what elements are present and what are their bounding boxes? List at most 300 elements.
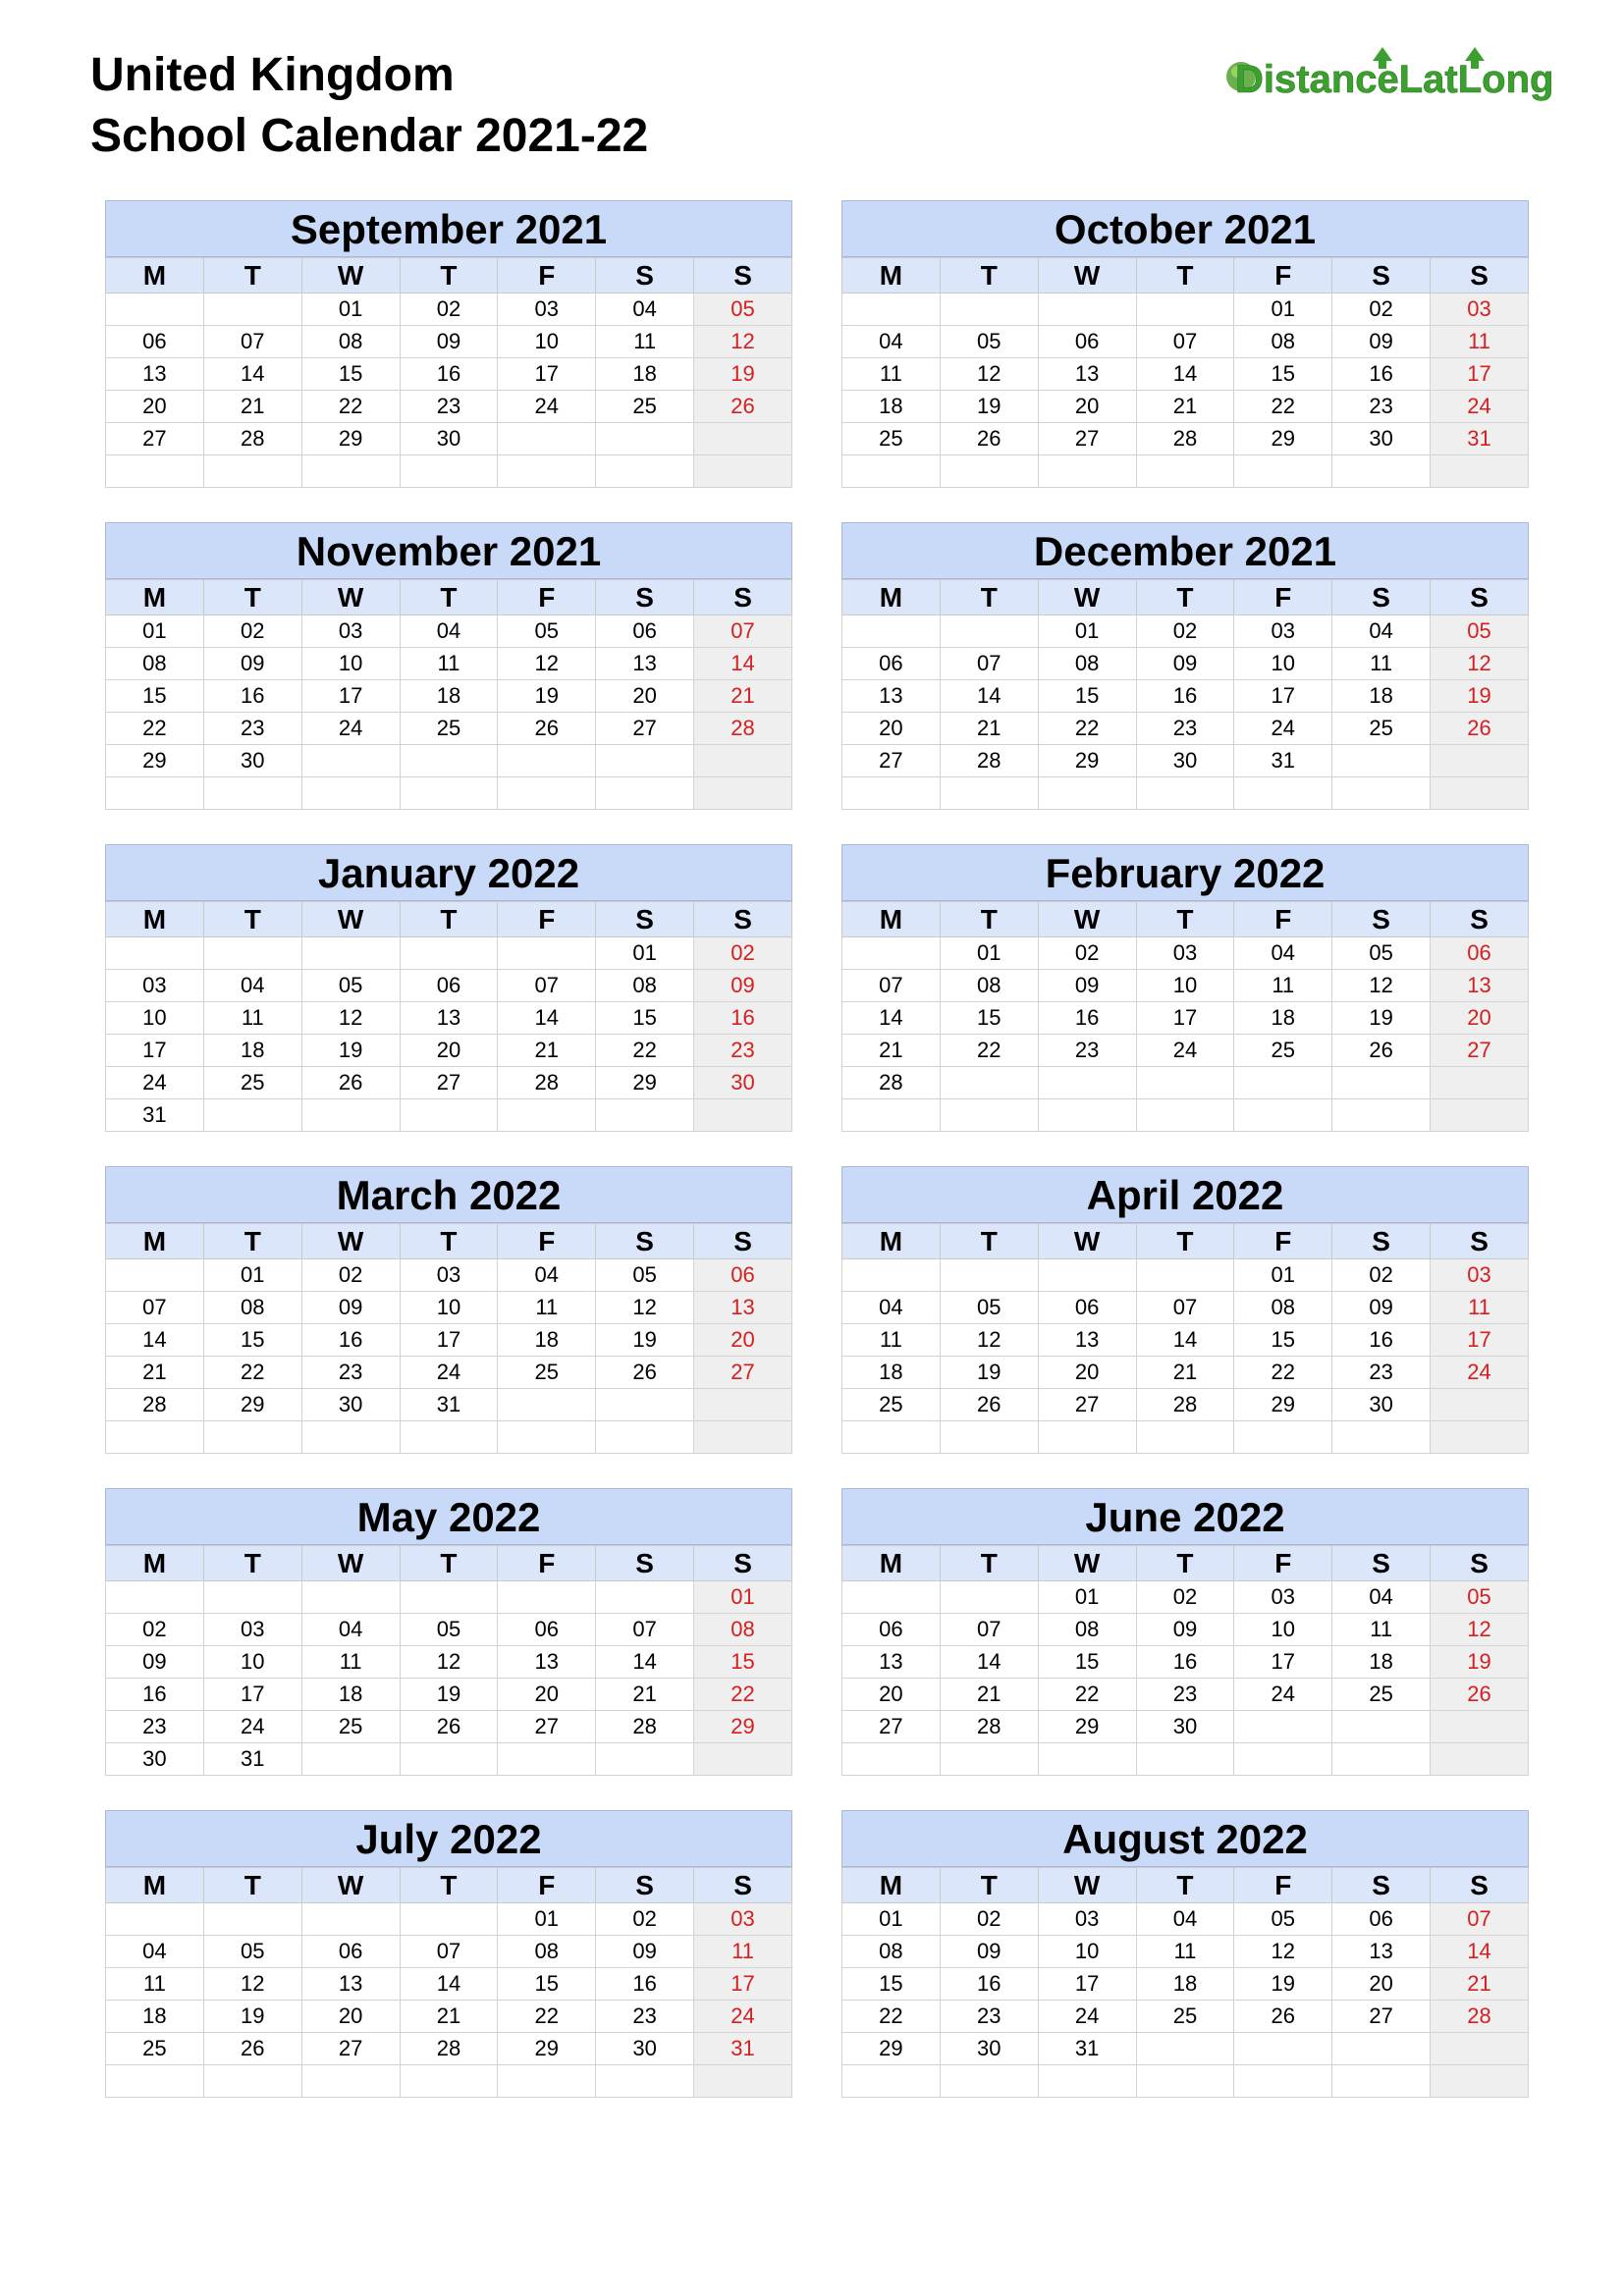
weekday-header: S — [596, 258, 694, 294]
day-cell — [106, 937, 204, 970]
day-cell — [842, 455, 941, 488]
weekday-header: F — [498, 580, 596, 615]
day-cell: 19 — [596, 1324, 694, 1357]
day-cell: 23 — [1136, 713, 1234, 745]
day-cell: 03 — [1234, 615, 1332, 648]
sunday-cell: 28 — [694, 713, 792, 745]
day-cell: 19 — [203, 2001, 301, 2033]
logo-graphic — [1218, 39, 1551, 118]
day-cell: 20 — [301, 2001, 400, 2033]
month-grid — [841, 1223, 1529, 1454]
day-cell: 29 — [1038, 1711, 1136, 1743]
day-cell — [301, 1903, 400, 1936]
month-calendar — [105, 1810, 792, 2098]
weekday-header: M — [842, 580, 941, 615]
weekday-header: S — [694, 580, 792, 615]
sunday-cell: 03 — [1431, 1259, 1529, 1292]
day-cell: 27 — [1332, 2001, 1431, 2033]
sunday-cell: 12 — [1431, 1614, 1529, 1646]
sunday-cell — [694, 745, 792, 777]
weekday-header: T — [1136, 1224, 1234, 1259]
week-row — [842, 937, 1529, 970]
day-cell: 24 — [498, 391, 596, 423]
month-title: February 2022 — [841, 844, 1529, 901]
weekday-header: S — [694, 1546, 792, 1581]
day-cell — [1136, 1259, 1234, 1292]
day-cell: 06 — [842, 648, 941, 680]
day-cell: 03 — [498, 294, 596, 326]
day-cell — [301, 745, 400, 777]
day-cell: 18 — [301, 1679, 400, 1711]
day-cell: 02 — [203, 615, 301, 648]
sunday-cell: 13 — [694, 1292, 792, 1324]
day-cell — [842, 1581, 941, 1614]
day-cell: 11 — [400, 648, 498, 680]
day-cell: 15 — [842, 1968, 941, 2001]
day-cell: 24 — [1234, 1679, 1332, 1711]
day-cell: 09 — [1136, 1614, 1234, 1646]
month-grid — [105, 579, 792, 810]
day-cell: 18 — [842, 1357, 941, 1389]
day-cell — [203, 1421, 301, 1454]
weekday-header: M — [842, 902, 941, 937]
day-cell — [106, 1259, 204, 1292]
sunday-cell — [1431, 455, 1529, 488]
day-cell — [301, 937, 400, 970]
distancelatlong-logo[interactable] — [1218, 39, 1551, 118]
weekday-header: S — [1332, 1868, 1431, 1903]
week-row — [106, 648, 792, 680]
day-cell — [1038, 1099, 1136, 1132]
day-cell: 19 — [1234, 1968, 1332, 2001]
day-cell: 26 — [498, 713, 596, 745]
day-cell: 03 — [301, 615, 400, 648]
day-cell: 01 — [301, 294, 400, 326]
sunday-cell: 01 — [694, 1581, 792, 1614]
day-cell: 22 — [301, 391, 400, 423]
sunday-cell: 14 — [1431, 1936, 1529, 1968]
day-cell — [842, 2065, 941, 2098]
day-cell — [1332, 1067, 1431, 1099]
weekday-row — [106, 580, 792, 615]
day-cell: 20 — [1038, 1357, 1136, 1389]
logo-text: DistanceLatLong — [1235, 58, 1551, 101]
weekday-header: F — [1234, 1868, 1332, 1903]
day-cell: 16 — [1038, 1002, 1136, 1035]
day-cell: 23 — [596, 2001, 694, 2033]
weekday-header: T — [1136, 1546, 1234, 1581]
sunday-cell: 17 — [694, 1968, 792, 2001]
day-cell: 18 — [498, 1324, 596, 1357]
day-cell: 09 — [940, 1936, 1038, 1968]
day-cell: 12 — [498, 648, 596, 680]
weekday-header: F — [1234, 902, 1332, 937]
day-cell: 06 — [498, 1614, 596, 1646]
sunday-cell: 29 — [694, 1711, 792, 1743]
day-cell: 13 — [498, 1646, 596, 1679]
day-cell: 08 — [301, 326, 400, 358]
day-cell: 02 — [940, 1903, 1038, 1936]
month-title: June 2022 — [841, 1488, 1529, 1545]
day-cell: 31 — [1038, 2033, 1136, 2065]
week-row — [842, 2033, 1529, 2065]
day-cell: 13 — [1332, 1936, 1431, 1968]
day-cell — [498, 1581, 596, 1614]
day-cell: 23 — [1136, 1679, 1234, 1711]
day-cell: 12 — [940, 358, 1038, 391]
sunday-cell: 27 — [694, 1357, 792, 1389]
day-cell: 07 — [203, 326, 301, 358]
weekday-header: T — [400, 1224, 498, 1259]
weekday-row — [106, 1224, 792, 1259]
day-cell — [1332, 745, 1431, 777]
sunday-cell: 11 — [694, 1936, 792, 1968]
day-cell: 27 — [498, 1711, 596, 1743]
day-cell: 18 — [596, 358, 694, 391]
day-cell — [1038, 1067, 1136, 1099]
weekday-row — [842, 258, 1529, 294]
weekday-header: T — [1136, 1868, 1234, 1903]
sunday-cell: 03 — [1431, 294, 1529, 326]
weekday-header: W — [301, 580, 400, 615]
weekday-header: M — [842, 1868, 941, 1903]
weekday-header: F — [1234, 580, 1332, 615]
day-cell — [842, 777, 941, 810]
weekday-header: T — [400, 902, 498, 937]
day-cell: 04 — [301, 1614, 400, 1646]
day-cell — [940, 1421, 1038, 1454]
sunday-cell: 28 — [1431, 2001, 1529, 2033]
day-cell: 09 — [596, 1936, 694, 1968]
day-cell: 21 — [400, 2001, 498, 2033]
weekday-header: W — [1038, 1224, 1136, 1259]
day-cell: 20 — [400, 1035, 498, 1067]
day-cell: 25 — [106, 2033, 204, 2065]
day-cell: 04 — [400, 615, 498, 648]
day-cell: 28 — [498, 1067, 596, 1099]
day-cell — [498, 745, 596, 777]
day-cell — [203, 455, 301, 488]
sunday-cell — [694, 1389, 792, 1421]
sunday-cell — [1431, 2033, 1529, 2065]
day-cell: 27 — [1038, 1389, 1136, 1421]
weekday-row — [842, 1224, 1529, 1259]
day-cell: 15 — [301, 358, 400, 391]
day-cell: 05 — [203, 1936, 301, 1968]
day-cell: 12 — [203, 1968, 301, 2001]
weekday-row — [842, 580, 1529, 615]
day-cell: 04 — [1332, 1581, 1431, 1614]
day-cell: 25 — [1234, 1035, 1332, 1067]
month-calendar — [841, 1166, 1529, 1454]
sunday-cell — [1431, 2065, 1529, 2098]
sunday-cell — [694, 2065, 792, 2098]
day-cell — [1136, 1421, 1234, 1454]
day-cell: 24 — [301, 713, 400, 745]
day-cell — [842, 294, 941, 326]
day-cell — [940, 2065, 1038, 2098]
week-row — [842, 970, 1529, 1002]
weekday-header: S — [1431, 902, 1529, 937]
day-cell: 25 — [1332, 1679, 1431, 1711]
day-cell: 04 — [498, 1259, 596, 1292]
sunday-cell: 20 — [1431, 1002, 1529, 1035]
week-row — [842, 1743, 1529, 1776]
week-row — [106, 1903, 792, 1936]
day-cell: 08 — [1038, 648, 1136, 680]
weekday-header: T — [940, 1224, 1038, 1259]
sunday-cell: 24 — [1431, 391, 1529, 423]
day-cell: 27 — [1038, 423, 1136, 455]
weekday-header: T — [203, 258, 301, 294]
sunday-cell: 31 — [1431, 423, 1529, 455]
sunday-cell: 19 — [1431, 1646, 1529, 1679]
sunday-cell: 24 — [1431, 1357, 1529, 1389]
day-cell — [842, 937, 941, 970]
week-row — [842, 1903, 1529, 1936]
day-cell: 10 — [301, 648, 400, 680]
day-cell — [1038, 1743, 1136, 1776]
day-cell: 11 — [301, 1646, 400, 1679]
weekday-header: S — [694, 1868, 792, 1903]
month-calendar — [105, 1488, 792, 1776]
day-cell: 20 — [106, 391, 204, 423]
day-cell: 30 — [596, 2033, 694, 2065]
week-row — [106, 937, 792, 970]
weekday-header: T — [400, 1868, 498, 1903]
day-cell — [1332, 455, 1431, 488]
month-calendar — [841, 844, 1529, 1132]
day-cell: 04 — [106, 1936, 204, 1968]
day-cell: 28 — [1136, 1389, 1234, 1421]
week-row — [106, 1421, 792, 1454]
day-cell — [1038, 2065, 1136, 2098]
sunday-cell: 30 — [694, 1067, 792, 1099]
week-row — [842, 2001, 1529, 2033]
weekday-header: S — [596, 1868, 694, 1903]
week-row — [842, 680, 1529, 713]
week-row — [106, 1357, 792, 1389]
week-row — [842, 1646, 1529, 1679]
day-cell — [1332, 1421, 1431, 1454]
day-cell — [106, 777, 204, 810]
weekday-header: W — [1038, 1546, 1136, 1581]
week-row — [842, 1581, 1529, 1614]
day-cell: 19 — [498, 680, 596, 713]
day-cell — [940, 1581, 1038, 1614]
weekday-header: T — [1136, 902, 1234, 937]
day-cell: 12 — [400, 1646, 498, 1679]
month-grid — [105, 1867, 792, 2098]
day-cell: 06 — [106, 326, 204, 358]
day-cell: 15 — [498, 1968, 596, 2001]
sunday-cell: 23 — [694, 1035, 792, 1067]
day-cell: 19 — [301, 1035, 400, 1067]
month-calendar — [105, 522, 792, 810]
week-row — [106, 326, 792, 358]
day-cell: 08 — [1038, 1614, 1136, 1646]
day-cell: 30 — [301, 1389, 400, 1421]
day-cell — [1136, 1099, 1234, 1132]
day-cell: 11 — [203, 1002, 301, 1035]
week-row — [842, 358, 1529, 391]
day-cell — [596, 2065, 694, 2098]
week-row — [842, 615, 1529, 648]
sunday-cell — [1431, 745, 1529, 777]
week-row — [842, 1035, 1529, 1067]
day-cell — [1332, 2065, 1431, 2098]
day-cell — [1234, 1421, 1332, 1454]
day-cell: 07 — [400, 1936, 498, 1968]
day-cell: 11 — [1332, 1614, 1431, 1646]
sunday-cell: 17 — [1431, 1324, 1529, 1357]
day-cell: 30 — [1332, 423, 1431, 455]
weekday-header: S — [694, 902, 792, 937]
sunday-cell: 16 — [694, 1002, 792, 1035]
week-row — [106, 1743, 792, 1776]
day-cell: 24 — [203, 1711, 301, 1743]
weekday-header: F — [1234, 1546, 1332, 1581]
day-cell: 12 — [1234, 1936, 1332, 1968]
day-cell: 31 — [400, 1389, 498, 1421]
week-row — [106, 1259, 792, 1292]
day-cell: 13 — [400, 1002, 498, 1035]
day-cell: 12 — [940, 1324, 1038, 1357]
day-cell: 19 — [940, 391, 1038, 423]
day-cell: 31 — [1234, 745, 1332, 777]
day-cell — [498, 1743, 596, 1776]
week-row — [842, 777, 1529, 810]
weekday-header: M — [842, 1224, 941, 1259]
day-cell — [940, 615, 1038, 648]
day-cell: 15 — [1038, 680, 1136, 713]
day-cell: 21 — [1136, 391, 1234, 423]
day-cell — [400, 1581, 498, 1614]
day-cell: 01 — [596, 937, 694, 970]
day-cell: 09 — [301, 1292, 400, 1324]
day-cell: 25 — [1332, 713, 1431, 745]
day-cell — [106, 1581, 204, 1614]
week-row — [106, 1936, 792, 1968]
day-cell: 11 — [842, 1324, 941, 1357]
month-calendar — [105, 1166, 792, 1454]
day-cell — [301, 777, 400, 810]
day-cell: 02 — [106, 1614, 204, 1646]
day-cell — [301, 1581, 400, 1614]
week-row — [842, 1099, 1529, 1132]
day-cell: 17 — [1234, 1646, 1332, 1679]
day-cell: 14 — [1136, 358, 1234, 391]
day-cell: 30 — [203, 745, 301, 777]
day-cell: 22 — [498, 2001, 596, 2033]
week-row — [842, 1067, 1529, 1099]
day-cell — [203, 1099, 301, 1132]
weekday-header: M — [106, 902, 204, 937]
day-cell — [1234, 1067, 1332, 1099]
day-cell: 17 — [203, 1679, 301, 1711]
sunday-cell — [1431, 1099, 1529, 1132]
day-cell: 09 — [106, 1646, 204, 1679]
day-cell — [1234, 2065, 1332, 2098]
weekday-header: M — [106, 258, 204, 294]
day-cell — [106, 1421, 204, 1454]
month-title: August 2022 — [841, 1810, 1529, 1867]
sunday-cell: 19 — [694, 358, 792, 391]
day-cell: 21 — [940, 713, 1038, 745]
day-cell: 10 — [1038, 1936, 1136, 1968]
week-row — [842, 648, 1529, 680]
day-cell: 10 — [1234, 1614, 1332, 1646]
day-cell: 11 — [842, 358, 941, 391]
day-cell: 24 — [1234, 713, 1332, 745]
day-cell — [596, 1389, 694, 1421]
page-title — [90, 45, 648, 167]
month-title: July 2022 — [105, 1810, 792, 1867]
weekday-header: W — [1038, 580, 1136, 615]
day-cell: 10 — [400, 1292, 498, 1324]
weekday-header: W — [1038, 1868, 1136, 1903]
day-cell — [940, 1259, 1038, 1292]
day-cell — [203, 777, 301, 810]
day-cell: 26 — [596, 1357, 694, 1389]
day-cell: 11 — [1332, 648, 1431, 680]
day-cell: 02 — [301, 1259, 400, 1292]
day-cell: 22 — [106, 713, 204, 745]
day-cell: 18 — [1332, 680, 1431, 713]
day-cell: 11 — [1234, 970, 1332, 1002]
sunday-cell: 06 — [1431, 937, 1529, 970]
day-cell — [301, 1099, 400, 1132]
weekday-header: M — [842, 1546, 941, 1581]
day-cell — [596, 455, 694, 488]
day-cell — [1038, 455, 1136, 488]
day-cell: 27 — [842, 1711, 941, 1743]
week-row — [106, 970, 792, 1002]
month-calendar — [841, 1810, 1529, 2098]
day-cell — [203, 937, 301, 970]
day-cell — [301, 455, 400, 488]
weekday-header: S — [596, 1224, 694, 1259]
day-cell: 22 — [1038, 1679, 1136, 1711]
month-grid — [105, 257, 792, 488]
day-cell: 15 — [106, 680, 204, 713]
day-cell: 16 — [203, 680, 301, 713]
day-cell: 03 — [1136, 937, 1234, 970]
day-cell: 16 — [940, 1968, 1038, 2001]
day-cell: 29 — [596, 1067, 694, 1099]
day-cell: 06 — [1038, 326, 1136, 358]
day-cell: 29 — [1038, 745, 1136, 777]
month-title: March 2022 — [105, 1166, 792, 1223]
day-cell: 03 — [400, 1259, 498, 1292]
day-cell — [842, 1259, 941, 1292]
week-row — [842, 1389, 1529, 1421]
day-cell — [1038, 777, 1136, 810]
day-cell: 29 — [106, 745, 204, 777]
day-cell: 18 — [1234, 1002, 1332, 1035]
day-cell: 13 — [106, 358, 204, 391]
sunday-cell: 17 — [1431, 358, 1529, 391]
day-cell — [940, 1743, 1038, 1776]
day-cell: 19 — [1332, 1002, 1431, 1035]
day-cell: 17 — [498, 358, 596, 391]
month-calendar — [841, 1488, 1529, 1776]
sunday-cell: 08 — [694, 1614, 792, 1646]
weekday-header: M — [106, 1546, 204, 1581]
weekday-header: F — [1234, 1224, 1332, 1259]
day-cell: 03 — [1234, 1581, 1332, 1614]
day-cell: 23 — [940, 2001, 1038, 2033]
